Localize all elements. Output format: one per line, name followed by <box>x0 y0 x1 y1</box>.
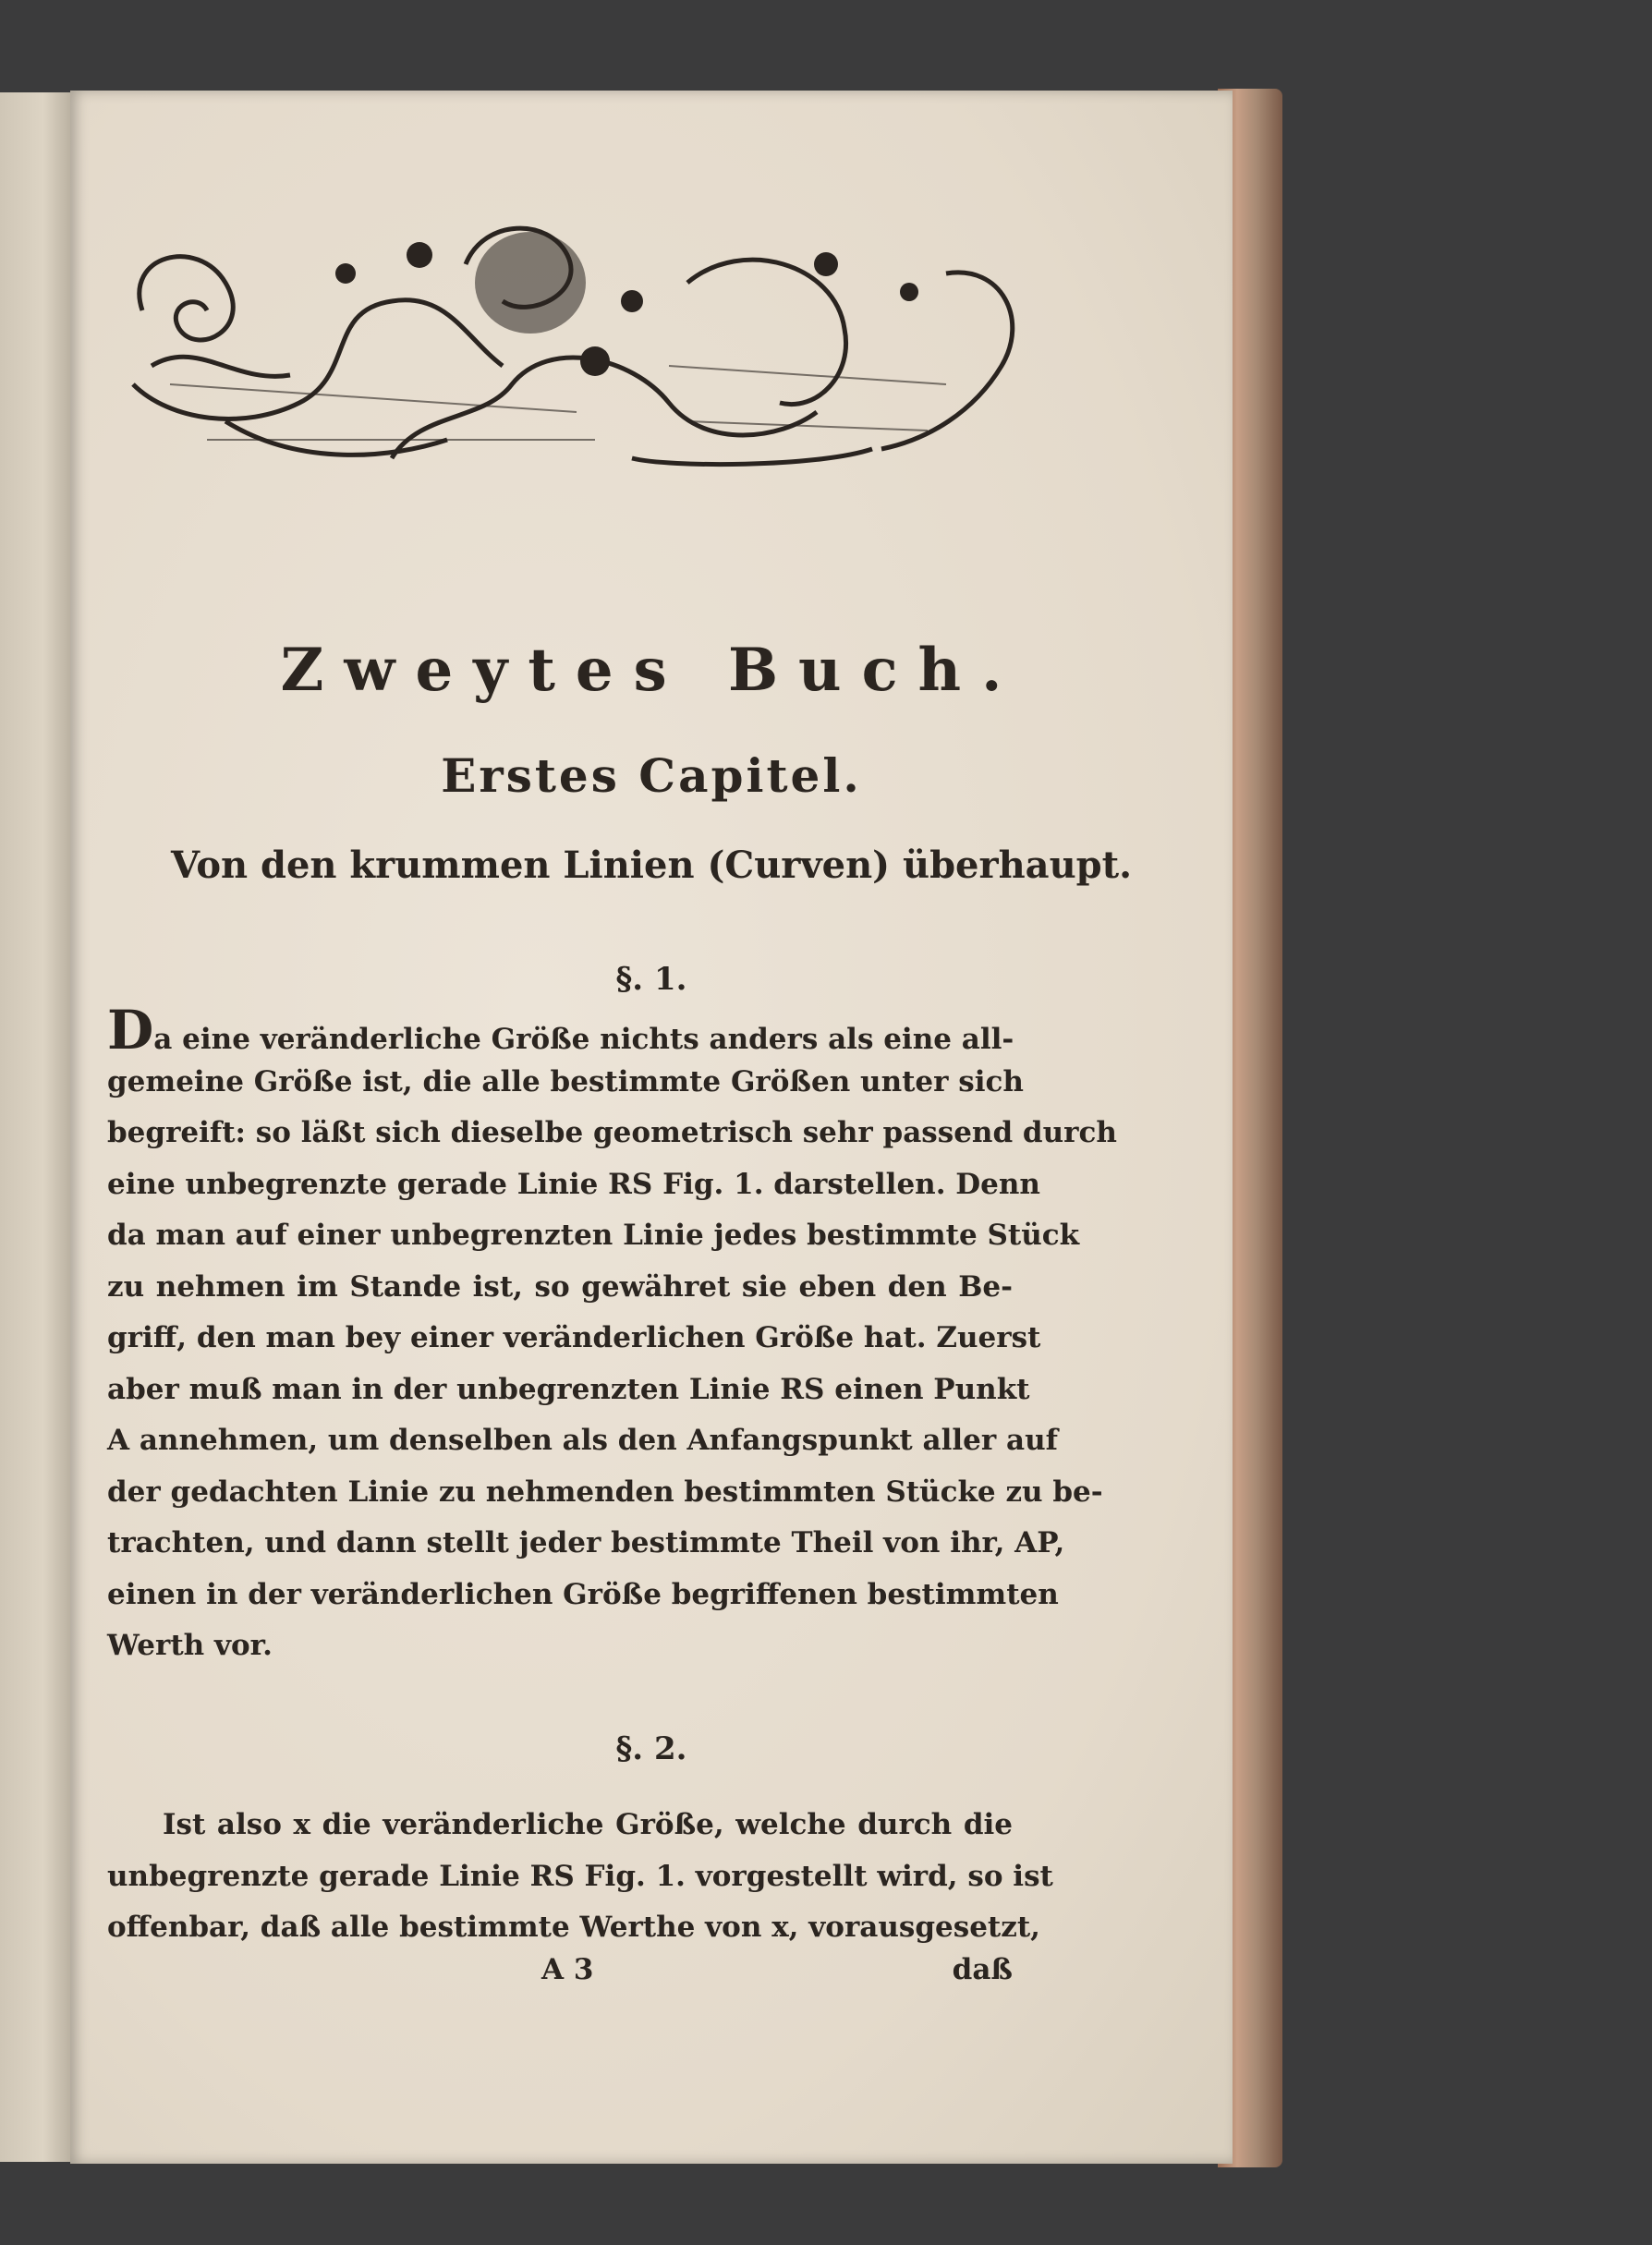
text-line: da man auf einer unbegrenzten Linie jedes bestimmte Stück <box>107 1219 1080 1252</box>
text-line: Ist also x die veränderliche Größe, welche durch die <box>163 1808 1013 1841</box>
text-line: Werth vor. <box>107 1629 273 1662</box>
chapter-title: Erstes Capitel. <box>441 748 862 803</box>
text-line: eine unbegrenzte gerade Linie RS Fig. 1. darstellen. Denn <box>107 1167 1040 1201</box>
left-page-edge <box>0 92 72 2162</box>
chapter-subtitle: Von den krummen Linien (Curven) überhaupt. <box>170 843 1133 887</box>
text-line: aber muß man in der unbegrenzten Linie RS einen Punkt <box>107 1372 1030 1406</box>
text-line: Da eine veränderliche Größe nichts anders als eine all- <box>107 999 1014 1062</box>
text-line: unbegrenzte gerade Linie RS Fig. 1. vorgestellt wird, so ist <box>107 1859 1053 1893</box>
text-line: offenbar, daß alle bestimmte Werthe von x, vorausgesetzt, <box>107 1911 1040 1944</box>
text-line: A annehmen, um denselben als den Anfangspunkt aller auf <box>107 1424 1058 1457</box>
text-line: einen in der veränderlichen Größe begriffenen bestimmten <box>107 1577 1059 1611</box>
page-footer <box>107 1953 1013 1999</box>
text-line: griff, den man bey einer veränderlichen Größe hat. Zuerst <box>107 1321 1041 1354</box>
book-page <box>70 91 1233 2164</box>
section-label: §. 1. <box>615 961 687 998</box>
catchword: daß <box>952 1953 1013 1986</box>
signature-mark: A 3 <box>541 1953 594 1986</box>
text-line: der gedachten Linie zu nehmenden bestimmten Stücke zu be- <box>107 1474 1103 1509</box>
text-line: trachten, und dann stellt jeder bestimmte Theil von ihr, AP, <box>107 1526 1065 1559</box>
text-line: gemeine Größe ist, die alle bestimmte Größen unter sich <box>107 1064 1024 1098</box>
paragraph-2 <box>107 1800 1053 1954</box>
paragraph-1 <box>107 999 1117 1672</box>
ornament-headpiece <box>115 200 1039 486</box>
text-line: begreift: so läßt sich dieselbe geometrisch sehr passend durch <box>107 1116 1117 1149</box>
text-line: zu nehmen im Stande ist, so gewähret sie eben den Be- <box>107 1269 1013 1304</box>
book-title: Zweytes Buch. <box>280 636 1023 705</box>
section-label: §. 2. <box>615 1730 687 1767</box>
